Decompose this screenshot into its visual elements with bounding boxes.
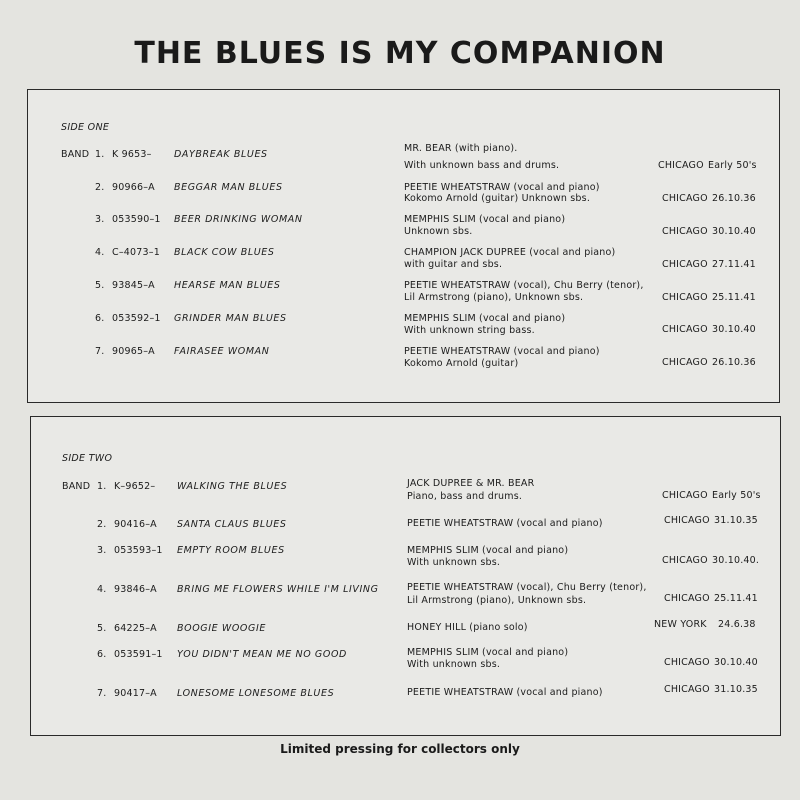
band-label: BAND: [61, 149, 90, 160]
recording-place: CHICAGO: [662, 226, 708, 237]
recording-place: CHICAGO: [662, 292, 708, 303]
song-title: BOOGIE WOOGIE: [177, 623, 266, 634]
recording-date: 31.10.35: [714, 684, 758, 695]
recording-date: 27.11.41: [712, 259, 756, 270]
track-number: 2.: [95, 182, 105, 193]
song-title: BLACK COW BLUES: [174, 247, 275, 258]
artist-credit: MR. BEAR (with piano).: [404, 143, 518, 154]
artist-credit: MEMPHIS SLIM (vocal and piano): [407, 647, 569, 658]
artist-credit: PEETIE WHEATSTRAW (vocal and piano): [404, 346, 600, 357]
recording-date: 30.10.40.: [712, 555, 760, 566]
recording-date: 26.10.36: [712, 193, 756, 204]
matrix-number: 64225–A: [114, 623, 157, 634]
recording-date: 25.11.41: [712, 292, 756, 303]
artist-credit: PEETIE WHEATSTRAW (vocal and piano): [404, 182, 600, 193]
track-number: 4.: [95, 247, 105, 258]
artist-credit: HONEY HILL (piano solo): [407, 622, 528, 633]
personnel-note: With unknown string bass.: [404, 325, 535, 336]
track-number: 2.: [97, 519, 107, 530]
artist-credit: PEETIE WHEATSTRAW (vocal and piano): [407, 687, 603, 698]
song-title: EMPTY ROOM BLUES: [177, 545, 285, 556]
matrix-number: K–9652–: [114, 481, 156, 492]
song-title: HEARSE MAN BLUES: [174, 280, 281, 291]
personnel-note: With unknown bass and drums.: [404, 160, 560, 171]
recording-place: CHICAGO: [662, 555, 708, 566]
matrix-number: 90416–A: [114, 519, 157, 530]
recording-date: 25.11.41: [714, 593, 758, 604]
song-title: GRINDER MAN BLUES: [174, 313, 287, 324]
track-number: 5.: [95, 280, 105, 291]
matrix-number: C–4073–1: [112, 247, 160, 258]
footer-note: Limited pressing for collectors only: [280, 742, 520, 756]
song-title: BEGGAR MAN BLUES: [174, 182, 283, 193]
track-number: 3.: [97, 545, 107, 556]
artist-credit: MEMPHIS SLIM (vocal and piano): [404, 214, 566, 225]
personnel-note: With unknown sbs.: [407, 557, 501, 568]
song-title: SANTA CLAUS BLUES: [177, 519, 287, 530]
artist-credit: PEETIE WHEATSTRAW (vocal), Chu Berry (tenor),: [404, 280, 644, 291]
matrix-number: K 9653–: [112, 149, 152, 160]
recording-place: CHICAGO: [664, 593, 710, 604]
recording-place: CHICAGO: [658, 160, 704, 171]
personnel-note: Kokomo Arnold (guitar): [404, 358, 519, 369]
matrix-number: 90417–A: [114, 688, 157, 699]
recording-place: CHICAGO: [662, 324, 708, 335]
matrix-number: 053590–1: [112, 214, 161, 225]
matrix-number: 053592–1: [112, 313, 161, 324]
personnel-note: Kokomo Arnold (guitar) Unknown sbs.: [404, 193, 591, 204]
artist-credit: PEETIE WHEATSTRAW (vocal), Chu Berry (tenor),: [407, 582, 647, 593]
personnel-note: Lil Armstrong (piano), Unknown sbs.: [404, 292, 584, 303]
matrix-number: 93845–A: [112, 280, 155, 291]
recording-place: CHICAGO: [662, 357, 708, 368]
recording-place: CHICAGO: [664, 515, 710, 526]
recording-place: CHICAGO: [662, 490, 708, 501]
recording-date: 30.10.40: [714, 657, 758, 668]
recording-place: CHICAGO: [664, 684, 710, 695]
band-label: BAND: [62, 481, 91, 492]
recording-date: Early 50's: [712, 490, 761, 501]
personnel-note: with guitar and sbs.: [404, 259, 503, 270]
song-title: WALKING THE BLUES: [177, 481, 288, 492]
recording-date: 31.10.35: [714, 515, 758, 526]
recording-date: 30.10.40: [712, 226, 756, 237]
recording-place: CHICAGO: [664, 657, 710, 668]
track-number: 5.: [97, 623, 107, 634]
recording-date: 30.10.40: [712, 324, 756, 335]
artist-credit: JACK DUPREE & MR. BEAR: [407, 478, 535, 489]
side-one-label: SIDE ONE: [61, 122, 110, 133]
recording-place: CHICAGO: [662, 259, 708, 270]
song-title: YOU DIDN'T MEAN ME NO GOOD: [177, 649, 347, 660]
track-number: 7.: [97, 688, 107, 699]
recording-place: CHICAGO: [662, 193, 708, 204]
matrix-number: 053591–1: [114, 649, 163, 660]
song-title: BRING ME FLOWERS WHILE I'M LIVING: [177, 584, 379, 595]
personnel-note: Piano, bass and drums.: [407, 491, 523, 502]
artist-credit: MEMPHIS SLIM (vocal and piano): [404, 313, 566, 324]
artist-credit: CHAMPION JACK DUPREE (vocal and piano): [404, 247, 616, 258]
track-number: 1.: [95, 149, 105, 160]
matrix-number: 90965–A: [112, 346, 155, 357]
recording-date: Early 50's: [708, 160, 757, 171]
personnel-note: Unknown sbs.: [404, 226, 473, 237]
matrix-number: 93846–A: [114, 584, 157, 595]
matrix-number: 053593–1: [114, 545, 163, 556]
track-number: 1.: [97, 481, 107, 492]
song-title: BEER DRINKING WOMAN: [174, 214, 303, 225]
song-title: LONESOME LONESOME BLUES: [177, 688, 335, 699]
artist-credit: PEETIE WHEATSTRAW (vocal and piano): [407, 518, 603, 529]
personnel-note: With unknown sbs.: [407, 659, 501, 670]
album-title: THE BLUES IS MY COMPANION: [134, 36, 666, 71]
artist-credit: MEMPHIS SLIM (vocal and piano): [407, 545, 569, 556]
personnel-note: Lil Armstrong (piano), Unknown sbs.: [407, 595, 587, 606]
song-title: FAIRASEE WOMAN: [174, 346, 270, 357]
side-two-label: SIDE TWO: [62, 453, 113, 464]
track-number: 6.: [95, 313, 105, 324]
recording-place: NEW YORK: [654, 619, 707, 630]
matrix-number: 90966–A: [112, 182, 155, 193]
track-number: 4.: [97, 584, 107, 595]
track-number: 7.: [95, 346, 105, 357]
recording-date: 26.10.36: [712, 357, 756, 368]
song-title: DAYBREAK BLUES: [174, 149, 268, 160]
recording-date: 24.6.38: [718, 619, 756, 630]
track-number: 6.: [97, 649, 107, 660]
track-number: 3.: [95, 214, 105, 225]
